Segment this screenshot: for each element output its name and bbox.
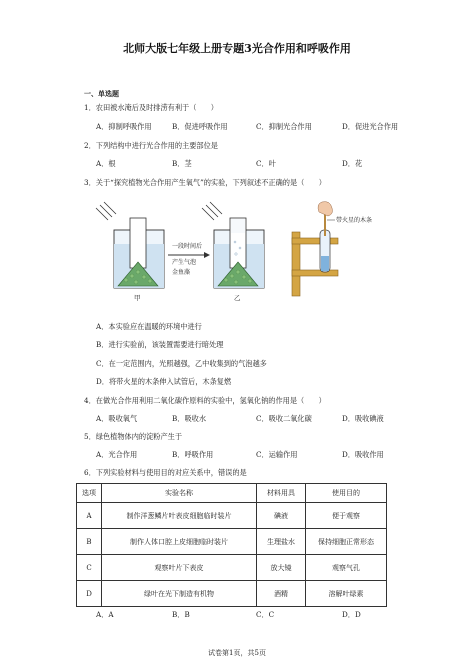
option-a: A．光合作用 [96,450,138,459]
table-cell: 酒精 [257,581,306,607]
label-gas: 产生气泡 [172,259,197,266]
option-d: D．吸收作用 [342,450,384,459]
label-yi: 乙 [234,294,241,302]
table-header-cell: 实验名称 [102,484,257,503]
question-3-option-d: D．将带火星的木条伸入试管后，木条复燃 [96,377,232,386]
table-row [77,581,387,607]
page-title: 北师大版七年级上册专题3光合作用和呼吸作用 [123,42,351,55]
splint [318,202,333,236]
table-cell: A [77,503,102,529]
option-c: C．C [256,610,275,619]
arrow [168,252,210,258]
question-3-option-a: A．本实验应在温暖的环境中进行 [96,322,202,331]
beaker-jia [114,218,164,288]
question-number: 2． [84,141,96,150]
option-c: C．吸收二氧化碳 [256,414,312,423]
table-cell: 观察气孔 [306,555,387,581]
table-cell: 制作洋葱鳞片叶表皮细胞临时装片 [102,503,257,529]
option-b: B．吸收水 [172,414,207,423]
option-c: C．运输作用 [256,450,298,459]
light-rays-left [96,202,116,220]
table-row [77,529,387,555]
experiment-figure [86,200,386,310]
option-c: C．抑制光合作用 [256,122,312,131]
question-number: 3． [84,178,96,187]
label-time: 一段时间后 [172,243,203,250]
option-b: B．B [172,610,190,619]
table-cell: B [77,529,102,555]
experiment-illustration [86,200,386,310]
label-splint: 带火星的木条 [336,217,373,224]
question-number: 5． [84,432,96,441]
question-text: 下列结构中进行光合作用的主要部位是 [95,141,218,150]
option-d: D．花 [342,159,363,168]
question-3-option-c: C．在一定范围内，光照越强，乙中收集到的气泡越多 [96,359,267,368]
light-rays-right [202,202,222,220]
option-b: B．呼吸作用 [172,450,214,459]
option-a: A．抑制呼吸作用 [96,122,152,131]
table-cell: 制作人体口腔上皮细胞临时装片 [102,529,257,555]
table-cell: 溶解叶绿素 [306,581,387,607]
question-3-option-b: B．进行实验前，该装置需要进行暗处理 [96,340,224,349]
option-a: A．A [96,610,114,619]
option-b: B．促进呼吸作用 [172,122,228,131]
table-row [77,555,387,581]
option-d: D．促进光合作用 [342,122,399,131]
table-header-cell: 使用目的 [306,484,387,503]
table-header-cell: 选项 [77,484,102,503]
table-header-cell: 材料用具 [257,484,306,503]
question-number: 6． [84,468,96,477]
beaker-yi [214,218,264,288]
question-number: 4． [84,396,96,405]
table-row [77,503,387,529]
option-a: A．根 [96,159,116,168]
question-2 [84,141,218,151]
question-5 [84,432,182,442]
test-tube-stand [292,230,338,296]
question-text: 关于“探究植物光合作用产生氧气”的实验，下列叙述不正确的是（ ） [95,178,326,187]
label-jia: 甲 [134,294,141,302]
table-cell: 放大镜 [257,555,306,581]
table-cell: 碘液 [257,503,306,529]
question-1 [84,103,218,113]
question-number: 1． [84,103,96,112]
question-4 [84,396,326,406]
option-d: D．吸收碘液 [342,414,384,423]
option-d: D．D [342,610,361,619]
option-b: B．茎 [172,159,192,168]
option-a: A．吸收氧气 [96,414,138,423]
table-cell: 保持细胞正常形态 [306,529,387,555]
experiment-table [76,483,387,607]
label-plant: 金鱼藻 [172,269,191,276]
question-text: 农田被水淹后及时排涝有利于（ ） [95,103,218,112]
table-cell: 生理盐水 [257,529,306,555]
section-heading: 一、单选题 [84,89,119,98]
table-cell: 绿叶在光下制造有机物 [102,581,257,607]
table-cell: D [77,581,102,607]
question-text: 绿色植物体内的淀粉产生于 [95,432,183,441]
question-6 [84,468,247,478]
question-text: 在做光合作用利用二氧化碳作原料的实验中，氢氧化钠的作用是（ ） [95,396,326,405]
table-header-row [77,484,387,503]
question-3 [84,178,326,188]
question-text: 下列实验材料与使用目的对应关系中，错误的是 [95,468,247,477]
table-cell: 便于观察 [306,503,387,529]
table-cell: 观察叶片下表皮 [102,555,257,581]
page-footer: 试卷第1页，共5页 [208,649,266,657]
table-cell: C [77,555,102,581]
option-c: C．叶 [256,159,276,168]
